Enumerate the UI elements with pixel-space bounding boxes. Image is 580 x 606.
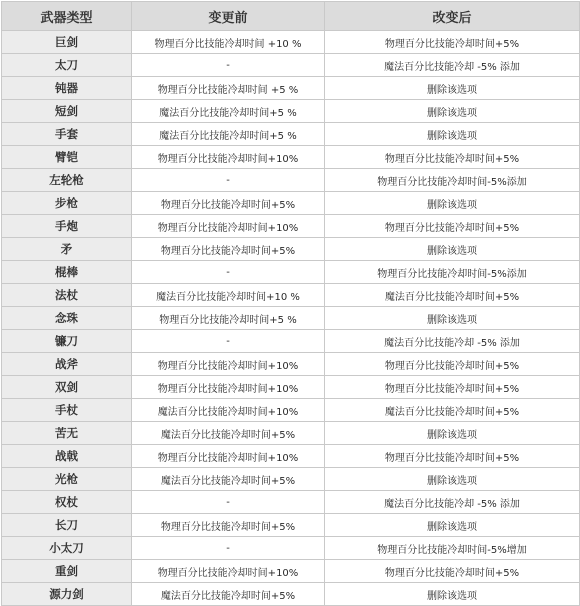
after-value-cell: 删除该选项 [325,422,580,445]
header-before: 变更前 [132,2,325,31]
table-row [2,192,580,215]
table-row [2,422,580,445]
after-value-cell: 删除该选项 [325,514,580,537]
before-value-cell: 物理百分比技能冷却时间 +5 % [132,77,325,100]
before-value-cell: - [132,261,325,284]
after-value-cell: 物理百分比技能冷却时间+5% [325,215,580,238]
table-row [2,491,580,514]
table-row [2,261,580,284]
table-row [2,123,580,146]
table-row [2,399,580,422]
after-value-cell: 删除该选项 [325,77,580,100]
table-row [2,583,580,606]
after-value-cell: 魔法百分比技能冷却 -5% 添加 [325,330,580,353]
after-value-cell: 物理百分比技能冷却时间-5%增加 [325,537,580,560]
before-value-cell: - [132,491,325,514]
weapon-type-cell: 双剑 [2,376,132,399]
weapon-type-cell: 手杖 [2,399,132,422]
table-row [2,31,580,54]
header-weapon-type: 武器类型 [2,2,132,31]
after-value-cell: 物理百分比技能冷却时间-5%添加 [325,169,580,192]
table-row [2,537,580,560]
after-value-cell: 删除该选项 [325,123,580,146]
before-value-cell: 物理百分比技能冷却时间+5% [132,192,325,215]
weapon-type-cell: 法杖 [2,284,132,307]
after-value-cell: 魔法百分比技能冷却 -5% 添加 [325,491,580,514]
weapon-type-cell: 短剑 [2,100,132,123]
weapon-type-cell: 巨剑 [2,31,132,54]
after-value-cell: 删除该选项 [325,192,580,215]
table-row [2,146,580,169]
weapon-type-cell: 手套 [2,123,132,146]
before-value-cell: - [132,54,325,77]
after-value-cell: 物理百分比技能冷却时间+5% [325,445,580,468]
before-value-cell: 物理百分比技能冷却时间+10% [132,376,325,399]
table-row [2,77,580,100]
weapon-cooldown-table-container [1,1,579,605]
before-value-cell: 物理百分比技能冷却时间+5% [132,238,325,261]
weapon-type-cell: 棍棒 [2,261,132,284]
table-header-row [2,2,580,31]
weapon-type-cell: 源力剑 [2,583,132,606]
table-row [2,284,580,307]
weapon-type-cell: 臂铠 [2,146,132,169]
after-value-cell: 魔法百分比技能冷却时间+5% [325,284,580,307]
after-value-cell: 魔法百分比技能冷却时间+5% [325,399,580,422]
weapon-type-cell: 步枪 [2,192,132,215]
before-value-cell: 物理百分比技能冷却时间+10% [132,215,325,238]
weapon-type-cell: 重剑 [2,560,132,583]
weapon-type-cell: 钝器 [2,77,132,100]
before-value-cell: 魔法百分比技能冷却时间+5 % [132,123,325,146]
table-body [2,31,580,606]
before-value-cell: - [132,169,325,192]
before-value-cell: 魔法百分比技能冷却时间+5% [132,422,325,445]
before-value-cell: 物理百分比技能冷却时间+10% [132,146,325,169]
weapon-type-cell: 念珠 [2,307,132,330]
weapon-type-cell: 镰刀 [2,330,132,353]
weapon-type-cell: 手炮 [2,215,132,238]
after-value-cell: 物理百分比技能冷却时间+5% [325,146,580,169]
before-value-cell: 物理百分比技能冷却时间+10% [132,445,325,468]
weapon-type-cell: 战戟 [2,445,132,468]
table-row [2,376,580,399]
after-value-cell: 删除该选项 [325,100,580,123]
after-value-cell: 删除该选项 [325,307,580,330]
table-row [2,54,580,77]
after-value-cell: 物理百分比技能冷却时间+5% [325,560,580,583]
table-row [2,169,580,192]
before-value-cell: 物理百分比技能冷却时间 +10 % [132,31,325,54]
weapon-type-cell: 左轮枪 [2,169,132,192]
table-row [2,307,580,330]
before-value-cell: 物理百分比技能冷却时间+5 % [132,307,325,330]
weapon-type-cell: 权杖 [2,491,132,514]
table-row [2,100,580,123]
before-value-cell: - [132,537,325,560]
weapon-cooldown-table [1,1,580,606]
after-value-cell: 物理百分比技能冷却时间+5% [325,353,580,376]
before-value-cell: 魔法百分比技能冷却时间+10 % [132,284,325,307]
before-value-cell: 魔法百分比技能冷却时间+5 % [132,100,325,123]
weapon-type-cell: 长刀 [2,514,132,537]
table-row [2,215,580,238]
before-value-cell: 物理百分比技能冷却时间+10% [132,560,325,583]
table-row [2,514,580,537]
after-value-cell: 删除该选项 [325,468,580,491]
after-value-cell: 物理百分比技能冷却时间+5% [325,376,580,399]
weapon-type-cell: 太刀 [2,54,132,77]
table-row [2,560,580,583]
before-value-cell: 魔法百分比技能冷却时间+5% [132,468,325,491]
table-row [2,468,580,491]
weapon-type-cell: 矛 [2,238,132,261]
header-after: 改变后 [325,2,580,31]
table-row [2,238,580,261]
after-value-cell: 物理百分比技能冷却时间+5% [325,31,580,54]
weapon-type-cell: 战斧 [2,353,132,376]
before-value-cell: 物理百分比技能冷却时间+10% [132,353,325,376]
before-value-cell: 物理百分比技能冷却时间+5% [132,514,325,537]
before-value-cell: - [132,330,325,353]
table-row [2,353,580,376]
weapon-type-cell: 光枪 [2,468,132,491]
before-value-cell: 魔法百分比技能冷却时间+5% [132,583,325,606]
after-value-cell: 物理百分比技能冷却时间-5%添加 [325,261,580,284]
after-value-cell: 删除该选项 [325,583,580,606]
table-row [2,445,580,468]
weapon-type-cell: 小太刀 [2,537,132,560]
table-row [2,330,580,353]
before-value-cell: 魔法百分比技能冷却时间+10% [132,399,325,422]
weapon-type-cell: 苦无 [2,422,132,445]
after-value-cell: 删除该选项 [325,238,580,261]
after-value-cell: 魔法百分比技能冷却 -5% 添加 [325,54,580,77]
